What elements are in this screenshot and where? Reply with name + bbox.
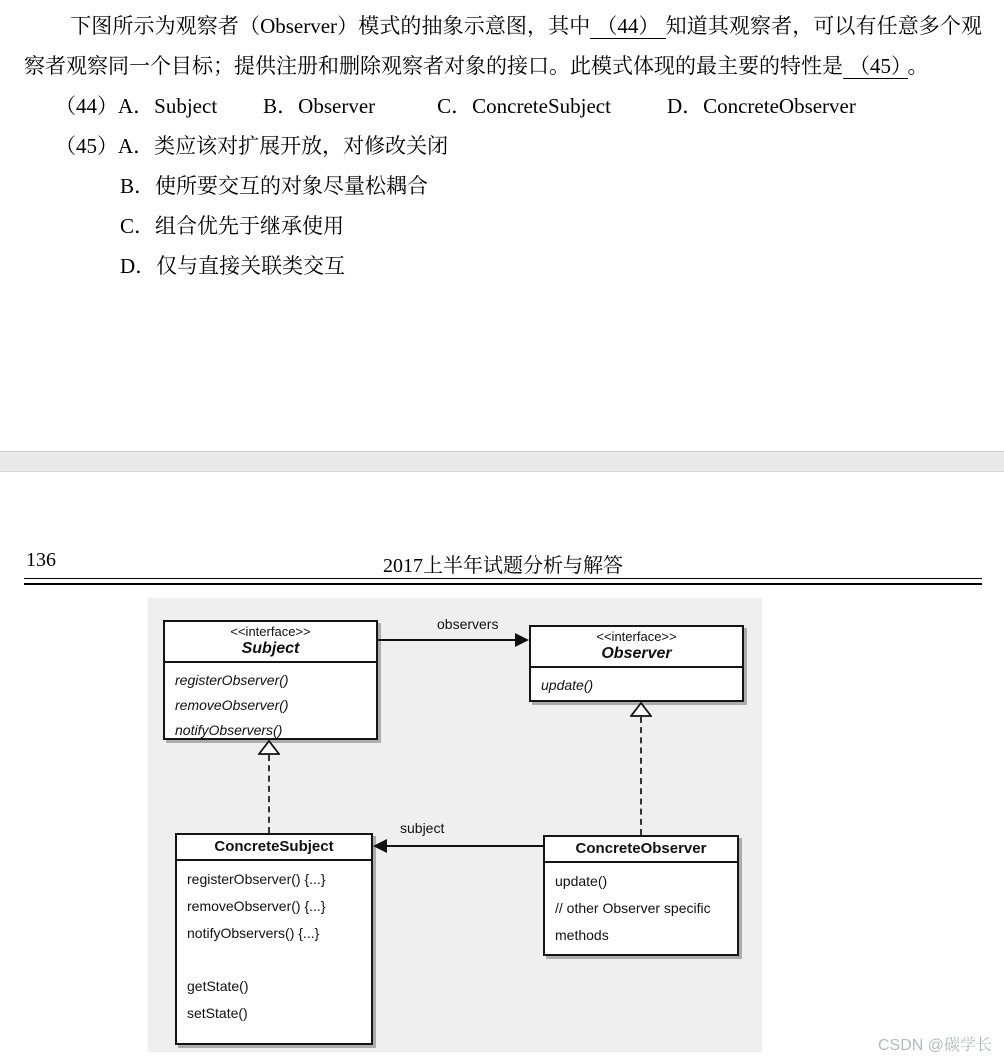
observer-stereotype: <<interface>> (596, 629, 677, 644)
q45-option-b-row (24, 166, 982, 206)
method-line: setState() (187, 1005, 248, 1021)
method-line: removeObserver() {...} (187, 898, 326, 914)
uml-class-observer (529, 625, 744, 702)
observer-name: Observer (601, 645, 672, 662)
subject-stereotype: <<interface>> (230, 624, 311, 639)
uml-class-concrete-observer (543, 835, 739, 956)
page-header (24, 549, 982, 577)
q45-option-d: D．仅与直接关联类交互 (120, 254, 346, 278)
subject-arrow-line (386, 845, 543, 847)
header-rule (24, 578, 982, 585)
q44-option-d: D．ConcreteObserver (666, 94, 856, 118)
q45-option-a: A．类应该对扩展开放，对修改关闭 (118, 134, 449, 158)
observer-header (531, 627, 742, 668)
realization-arrowhead-icon (630, 702, 652, 717)
page-break-band (0, 451, 1004, 472)
question-44-row (24, 86, 982, 126)
q44-option-b: B．Observer (263, 94, 376, 118)
observers-arrow-line (378, 639, 516, 641)
question-text-2: 知道其观察者，可以有任意多个观察者观察同一个目标；提供注册和删除观察者对象的接口。此模式体现的最主要的特性是 (24, 14, 983, 78)
realization-dashed-line (640, 717, 642, 835)
question-45-row (24, 126, 982, 166)
question-block (24, 6, 982, 286)
method-line: // other Observer specific (555, 900, 711, 916)
blank-44: （44） (590, 14, 665, 39)
subject-header (165, 622, 376, 663)
q45-option-d-row (24, 246, 982, 286)
question-45-label: （45） (55, 134, 118, 158)
subject-arrow-label: subject (400, 820, 445, 836)
uml-class-concrete-subject (175, 833, 373, 1045)
observers-arrowhead-icon (515, 633, 529, 647)
observers-arrow-label: observers (437, 616, 499, 632)
method-line: update() (555, 873, 608, 889)
blank-45: （45） (843, 54, 908, 79)
header-title: 2017上半年试题分析与解答 (383, 555, 623, 577)
q45-option-b: B．使所要交互的对象尽量松耦合 (120, 174, 429, 198)
method-line: registerObserver() {...} (187, 871, 326, 887)
uml-class-subject (163, 620, 378, 740)
method-line: notifyObservers() (175, 722, 283, 738)
concrete-subject-name: ConcreteSubject (177, 835, 371, 861)
subject-methods (165, 663, 376, 747)
q45-option-c-row (24, 206, 982, 246)
realization-dashed-line (268, 755, 270, 833)
watermark: CSDN @碳学长 (877, 1037, 992, 1054)
question-text-3: 。 (907, 54, 929, 78)
concrete-subject-methods (177, 861, 371, 1031)
question-paragraph (24, 6, 982, 86)
q44-option-a: A．Subject (118, 94, 218, 118)
realization-arrowhead-icon (258, 740, 280, 755)
subject-name: Subject (241, 640, 300, 657)
q45-option-c: C．组合优先于继承使用 (120, 214, 345, 238)
method-line: notifyObservers() {...} (187, 925, 320, 941)
concrete-observer-methods (545, 863, 737, 953)
method-line: registerObserver() (175, 672, 289, 688)
method-line: methods (555, 927, 609, 943)
subject-arrowhead-icon (373, 839, 387, 853)
observer-methods (531, 668, 742, 702)
question-44-label: （44） (55, 94, 118, 118)
method-line: getState() (187, 978, 249, 994)
question-text-1: 下图所示为观察者（Observer）模式的抽象示意图，其中 (70, 14, 591, 38)
q44-option-c: C．ConcreteSubject (437, 94, 611, 118)
method-line: removeObserver() (175, 697, 289, 713)
page-number: 136 (26, 549, 56, 571)
method-gap (187, 947, 361, 973)
concrete-observer-name: ConcreteObserver (545, 837, 737, 863)
method-line: update() (541, 677, 594, 693)
